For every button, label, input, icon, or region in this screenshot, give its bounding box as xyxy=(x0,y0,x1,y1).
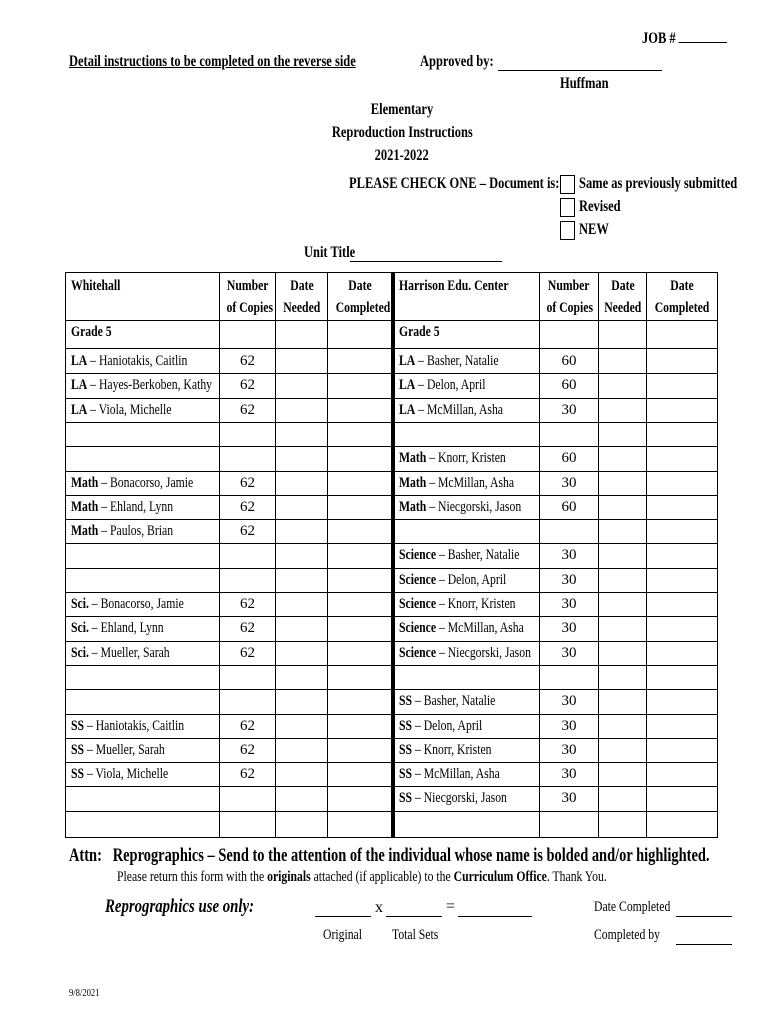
right-date-completed-cell[interactable] xyxy=(647,641,717,665)
job-number-blank[interactable] xyxy=(679,28,727,43)
right-date-completed-cell[interactable] xyxy=(647,349,717,373)
right-copies-header: Number of Copies xyxy=(546,278,594,316)
left-date-needed-cell[interactable] xyxy=(276,519,327,543)
left-date-needed-cell[interactable] xyxy=(276,714,327,738)
left-date-completed-cell[interactable] xyxy=(328,373,391,397)
left-grade-label: Grade 5 xyxy=(71,324,112,340)
row-separator xyxy=(65,811,718,812)
right-copies-value: 30 xyxy=(561,742,577,758)
right-date-needed-cell[interactable] xyxy=(599,349,646,373)
table-row xyxy=(65,714,718,738)
right-teacher-name: Math – Knorr, Kristen xyxy=(399,450,506,466)
right-date-needed-cell[interactable] xyxy=(599,689,646,713)
right-date-needed-cell[interactable] xyxy=(599,616,646,640)
left-date-completed-cell[interactable] xyxy=(328,446,391,470)
right-date-completed-cell[interactable] xyxy=(647,471,717,495)
right-copies-value: 30 xyxy=(561,645,577,661)
left-copies-value xyxy=(220,811,275,835)
row-separator xyxy=(65,446,718,447)
left-date-needed-cell[interactable] xyxy=(276,738,327,762)
right-teacher-name: Science – Knorr, Kristen xyxy=(399,596,516,612)
left-date-needed-cell[interactable] xyxy=(276,471,327,495)
return-instructions: Please return this form with the originals attached (if applicable) to the Curriculum Office. Thank You. xyxy=(117,869,607,885)
right-date-needed-cell[interactable] xyxy=(599,471,646,495)
grade-separator xyxy=(65,348,718,349)
row-separator xyxy=(65,519,718,520)
table-row xyxy=(65,398,718,422)
row-separator xyxy=(65,543,718,544)
right-copies-value: 30 xyxy=(561,402,577,418)
date-completed-blank[interactable] xyxy=(676,916,732,917)
row-separator xyxy=(65,398,718,399)
right-teacher-name: SS – McMillan, Asha xyxy=(399,766,500,782)
reproduction-table xyxy=(65,272,718,838)
right-teacher-name: Science – McMillan, Asha xyxy=(399,620,524,636)
right-date-completed-cell[interactable] xyxy=(647,689,717,713)
left-date-completed-cell[interactable] xyxy=(328,592,391,616)
right-date-completed-cell[interactable] xyxy=(647,714,717,738)
row-separator xyxy=(65,641,718,642)
right-date-needed-cell[interactable] xyxy=(599,398,646,422)
left-date-needed-cell[interactable] xyxy=(276,446,327,470)
left-teacher-name: Math – Ehland, Lynn xyxy=(71,499,174,515)
row-separator xyxy=(65,689,718,690)
right-copies-value: 60 xyxy=(561,377,577,393)
left-date-completed-cell[interactable] xyxy=(328,398,391,422)
right-date-completed-cell[interactable] xyxy=(647,373,717,397)
left-date-completed-cell[interactable] xyxy=(328,495,391,519)
row-separator xyxy=(65,714,718,715)
right-teacher-name: Science – Niecgorski, Jason xyxy=(399,645,531,661)
right-date-needed-cell[interactable] xyxy=(599,446,646,470)
row-separator xyxy=(65,495,718,496)
left-copies-value: 62 xyxy=(240,718,255,734)
right-date-completed-cell[interactable] xyxy=(647,592,717,616)
left-date-needed-cell[interactable] xyxy=(276,811,327,835)
left-copies-value xyxy=(220,568,275,592)
row-separator xyxy=(65,471,718,472)
new-label: NEW xyxy=(579,221,609,238)
repro-use-only-label: Reprographics use only: xyxy=(105,896,255,917)
right-copies-value: 60 xyxy=(561,450,577,466)
left-date-needed-cell[interactable] xyxy=(276,398,327,422)
left-date-completed-cell[interactable] xyxy=(328,471,391,495)
right-copies-value xyxy=(540,519,598,543)
table-row xyxy=(65,762,718,786)
right-date-completed-cell[interactable] xyxy=(647,543,717,567)
equals-sign: = xyxy=(446,898,456,915)
right-date-completed-cell[interactable] xyxy=(647,422,717,446)
new-checkbox[interactable] xyxy=(560,221,575,240)
left-date-completed-cell[interactable] xyxy=(328,762,391,786)
left-teacher-name: Math – Bonacorso, Jamie xyxy=(71,475,194,491)
left-copies-value: 62 xyxy=(240,742,255,758)
left-needed-header: Date Needed xyxy=(282,278,321,316)
left-teacher-name: SS – Viola, Michelle xyxy=(71,766,169,782)
right-copies-value: 30 xyxy=(561,790,577,806)
right-date-needed-cell[interactable] xyxy=(599,762,646,786)
right-teacher-name: Math – Niecgorski, Jason xyxy=(399,499,522,515)
job-label: JOB # xyxy=(642,30,676,47)
left-copies-value xyxy=(220,665,275,689)
table-row xyxy=(65,665,718,689)
right-copies-value: 30 xyxy=(561,475,577,491)
original-label: Original xyxy=(323,927,362,943)
left-date-needed-cell[interactable] xyxy=(276,786,327,810)
right-date-needed-cell[interactable] xyxy=(599,592,646,616)
left-copies-value: 62 xyxy=(240,523,255,539)
approved-by-line[interactable] xyxy=(498,70,662,71)
row-separator xyxy=(65,616,718,617)
right-date-needed-cell[interactable] xyxy=(599,422,646,446)
left-teacher-name: Sci. – Ehland, Lynn xyxy=(71,620,164,636)
left-date-completed-cell[interactable] xyxy=(328,811,391,835)
right-date-completed-cell[interactable] xyxy=(647,616,717,640)
row-separator xyxy=(65,665,718,666)
table-row xyxy=(65,689,718,713)
attn-text: Reprographics – Send to the attention of the individual whose name is bolded and/or highlighted. xyxy=(112,845,710,866)
left-copies-header: Number of Copies xyxy=(226,278,274,316)
right-teacher-name: SS – Basher, Natalie xyxy=(399,693,496,709)
form-title xyxy=(300,98,504,167)
left-date-needed-cell[interactable] xyxy=(276,762,327,786)
date-completed-label: Date Completed xyxy=(594,899,671,915)
left-copies-value: 62 xyxy=(240,402,255,418)
left-school-name: Whitehall xyxy=(71,278,121,294)
row-separator xyxy=(65,786,718,787)
right-copies-value: 30 xyxy=(561,620,577,636)
header-separator xyxy=(65,320,718,321)
result-blank[interactable] xyxy=(458,916,532,917)
right-date-needed-cell[interactable] xyxy=(599,373,646,397)
left-date-completed-cell[interactable] xyxy=(328,641,391,665)
right-copies-value: 30 xyxy=(561,766,577,782)
left-date-needed-cell[interactable] xyxy=(276,689,327,713)
left-copies-value xyxy=(220,446,275,470)
left-teacher-name: Sci. – Mueller, Sarah xyxy=(71,645,170,661)
right-date-completed-cell[interactable] xyxy=(647,762,717,786)
row-separator xyxy=(65,592,718,593)
instructions-link: Detail instructions to be completed on the reverse side xyxy=(69,53,356,70)
right-teacher-name: SS – Delon, April xyxy=(399,718,483,734)
right-copies-value: 60 xyxy=(561,353,577,369)
table-row xyxy=(65,495,718,519)
left-date-needed-cell[interactable] xyxy=(276,592,327,616)
right-needed-header: Date Needed xyxy=(604,278,642,316)
left-copies-value xyxy=(220,543,275,567)
right-copies-value xyxy=(540,811,598,835)
left-copies-value xyxy=(220,689,275,713)
table-row xyxy=(65,641,718,665)
multiply-sign: x xyxy=(375,899,383,916)
table-row xyxy=(65,592,718,616)
left-date-needed-cell[interactable] xyxy=(276,373,327,397)
right-copies-value: 30 xyxy=(561,693,577,709)
left-date-completed-cell[interactable] xyxy=(328,519,391,543)
left-date-completed-cell[interactable] xyxy=(328,349,391,373)
approver-name: Huffman xyxy=(560,75,609,92)
left-copies-value: 62 xyxy=(240,766,255,782)
left-date-completed-cell[interactable] xyxy=(328,616,391,640)
revised-checkbox[interactable] xyxy=(560,198,575,217)
right-teacher-name: LA – McMillan, Asha xyxy=(399,402,504,418)
right-date-needed-cell[interactable] xyxy=(599,811,646,835)
left-copies-value: 62 xyxy=(240,596,255,612)
row-separator xyxy=(65,568,718,569)
table-row xyxy=(65,471,718,495)
left-date-needed-cell[interactable] xyxy=(276,349,327,373)
unit-title-label: Unit Title xyxy=(304,244,356,261)
right-date-completed-cell[interactable] xyxy=(647,398,717,422)
right-date-needed-cell[interactable] xyxy=(599,786,646,810)
table-row xyxy=(65,519,718,543)
row-separator xyxy=(65,738,718,739)
right-teacher-name: Science – Delon, April xyxy=(399,572,507,588)
left-copies-value: 62 xyxy=(240,645,255,661)
left-copies-value xyxy=(220,786,275,810)
right-copies-value: 30 xyxy=(561,596,577,612)
left-date-needed-cell[interactable] xyxy=(276,543,327,567)
attn-line xyxy=(69,845,770,867)
row-separator xyxy=(65,422,718,423)
left-teacher-name: LA – Haniotakis, Caitlin xyxy=(71,353,188,369)
right-date-needed-cell[interactable] xyxy=(599,543,646,567)
left-teacher-name: LA – Viola, Michelle xyxy=(71,402,172,418)
right-date-needed-cell[interactable] xyxy=(599,665,646,689)
left-copies-value: 62 xyxy=(240,377,255,393)
left-copies-value: 62 xyxy=(240,620,255,636)
right-date-needed-cell[interactable] xyxy=(599,495,646,519)
table-row xyxy=(65,349,718,373)
right-date-completed-cell[interactable] xyxy=(647,495,717,519)
right-date-needed-cell[interactable] xyxy=(599,738,646,762)
left-date-needed-cell[interactable] xyxy=(276,641,327,665)
left-date-completed-cell[interactable] xyxy=(328,689,391,713)
approved-by-label: Approved by: xyxy=(420,53,494,70)
row-separator xyxy=(65,373,718,374)
total-sets-label: Total Sets xyxy=(392,927,439,943)
right-date-completed-cell[interactable] xyxy=(647,446,717,470)
left-teacher-name: Sci. – Bonacorso, Jamie xyxy=(71,596,184,612)
title-line-1: Elementary xyxy=(370,101,434,118)
right-copies-value xyxy=(540,422,598,446)
title-line-3: 2021-2022 xyxy=(374,147,430,164)
left-date-completed-cell[interactable] xyxy=(328,738,391,762)
right-teacher-name: Science – Basher, Natalie xyxy=(399,547,520,563)
left-copies-value xyxy=(220,422,275,446)
right-date-completed-cell[interactable] xyxy=(647,519,717,543)
table-row xyxy=(65,616,718,640)
right-grade-label: Grade 5 xyxy=(399,324,440,340)
left-completed-header: Date Completed xyxy=(335,278,391,316)
left-teacher-name: Math – Paulos, Brian xyxy=(71,523,174,539)
left-date-needed-cell[interactable] xyxy=(276,495,327,519)
right-date-completed-cell[interactable] xyxy=(647,665,717,689)
title-line-2: Reproduction Instructions xyxy=(331,124,473,141)
left-date-completed-cell[interactable] xyxy=(328,786,391,810)
table-row xyxy=(65,373,718,397)
same-as-previous-checkbox[interactable] xyxy=(560,175,575,194)
right-date-completed-cell[interactable] xyxy=(647,811,717,835)
table-row xyxy=(65,446,718,470)
original-blank[interactable] xyxy=(315,916,371,917)
table-row xyxy=(65,786,718,810)
right-school-name: Harrison Edu. Center xyxy=(399,278,509,294)
table-row xyxy=(65,543,718,567)
left-date-needed-cell[interactable] xyxy=(276,422,327,446)
left-date-completed-cell[interactable] xyxy=(328,422,391,446)
right-copies-value: 30 xyxy=(561,547,577,563)
left-teacher-name: SS – Haniotakis, Caitlin xyxy=(71,718,185,734)
attn-label: Attn: xyxy=(69,845,102,866)
left-date-completed-cell[interactable] xyxy=(328,568,391,592)
completed-by-blank[interactable] xyxy=(676,944,732,945)
check-prompt: PLEASE CHECK ONE – Document is: xyxy=(349,175,560,192)
left-date-needed-cell[interactable] xyxy=(276,665,327,689)
left-date-completed-cell[interactable] xyxy=(328,543,391,567)
left-date-needed-cell[interactable] xyxy=(276,568,327,592)
left-date-needed-cell[interactable] xyxy=(276,616,327,640)
left-copies-value: 62 xyxy=(240,475,255,491)
right-date-needed-cell[interactable] xyxy=(599,568,646,592)
completed-by-label: Completed by xyxy=(594,927,660,943)
total-sets-blank[interactable] xyxy=(386,916,442,917)
right-completed-header: Date Completed xyxy=(654,278,710,316)
right-copies-value: 30 xyxy=(561,718,577,734)
left-date-completed-cell[interactable] xyxy=(328,714,391,738)
right-copies-value: 60 xyxy=(561,499,577,515)
left-copies-value: 62 xyxy=(240,353,255,369)
table-row xyxy=(65,422,718,446)
left-teacher-name: LA – Hayes-Berkoben, Kathy xyxy=(71,377,213,393)
right-teacher-name: SS – Niecgorski, Jason xyxy=(399,790,507,806)
job-number-field xyxy=(642,28,751,48)
right-copies-value xyxy=(540,665,598,689)
left-date-completed-cell[interactable] xyxy=(328,665,391,689)
table-row xyxy=(65,738,718,762)
table-row xyxy=(65,811,718,835)
right-date-completed-cell[interactable] xyxy=(647,738,717,762)
table-row xyxy=(65,568,718,592)
right-teacher-name: SS – Knorr, Kristen xyxy=(399,742,492,758)
left-teacher-name: SS – Mueller, Sarah xyxy=(71,742,165,758)
revised-label: Revised xyxy=(579,198,621,215)
right-teacher-name: Math – McMillan, Asha xyxy=(399,475,515,491)
right-date-needed-cell[interactable] xyxy=(599,641,646,665)
right-teacher-name: LA – Delon, April xyxy=(399,377,486,393)
right-date-needed-cell[interactable] xyxy=(599,519,646,543)
right-date-needed-cell[interactable] xyxy=(599,714,646,738)
right-date-completed-cell[interactable] xyxy=(647,786,717,810)
unit-title-line[interactable] xyxy=(350,261,502,262)
row-separator xyxy=(65,762,718,763)
document-date: 9/8/2021 xyxy=(69,987,100,999)
right-date-completed-cell[interactable] xyxy=(647,568,717,592)
right-teacher-name: LA – Basher, Natalie xyxy=(399,353,499,369)
left-copies-value: 62 xyxy=(240,499,255,515)
right-copies-value: 30 xyxy=(561,572,577,588)
same-as-previous-label: Same as previously submitted xyxy=(579,175,738,192)
